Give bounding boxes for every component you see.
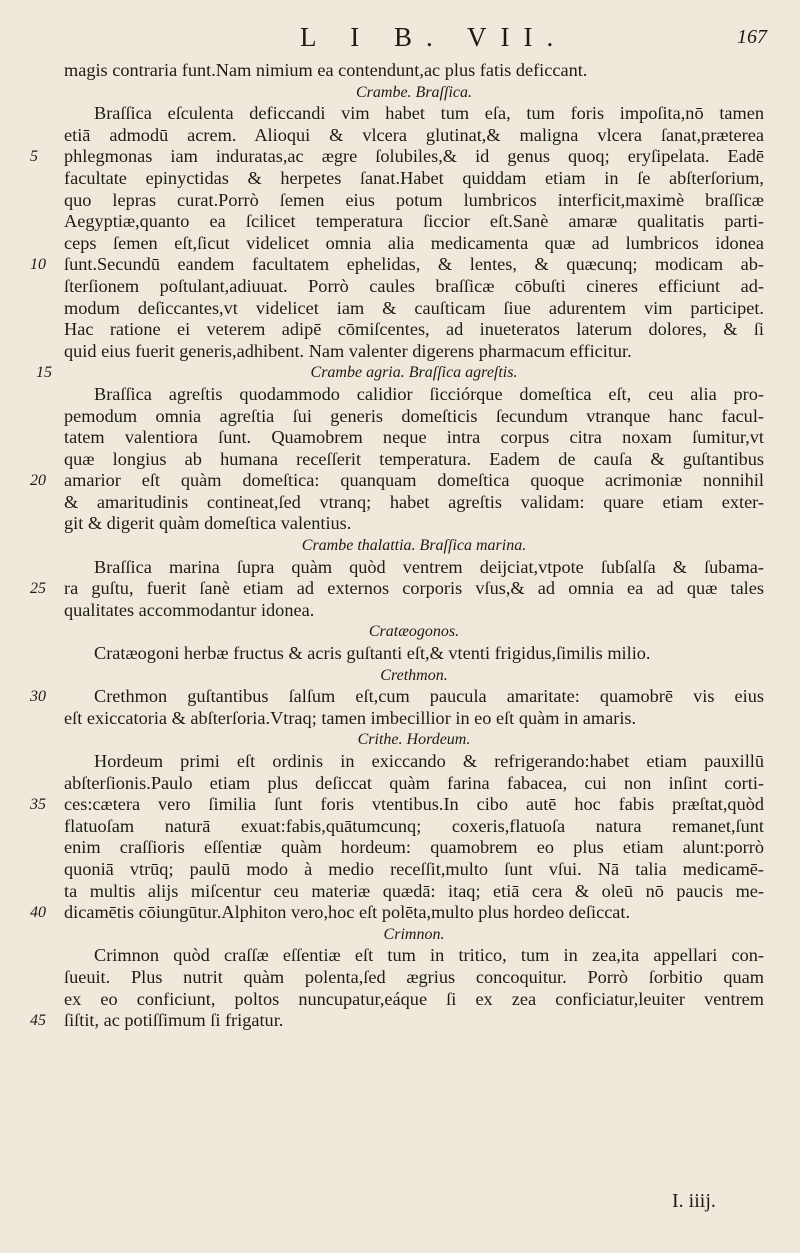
text-line [30,578,764,600]
line-text: phlegmonas iam induratas,ac ægre ſolubiles,& id genus quoq; eryſipelata. Eadē [64,146,764,167]
line-text: ſiſtit, ac potiſſimum ſi frigatur. [64,1010,284,1031]
line-text: tatem valentiora ſunt. Quamobrem neque intra corpus citra noxam ſumitur,vt [64,427,764,448]
text-line [64,859,764,881]
text-line [64,989,764,1011]
line-number: 35 [30,796,46,814]
line-number: 20 [30,472,46,490]
line-text: git & digerit quàm domeſtica valentius. [64,513,352,534]
line-text: Hordeum primi eſt ordinis in exiccando & refrigerando:habet etiam pauxillū [94,751,764,771]
text-line [64,103,764,125]
text-line [64,341,764,363]
line-text: quoniā vtrūq; paulū modo à medio receſſit,multo ſunt vſui. Nā talia medicamē- [64,858,764,879]
line-text: amarior eſt quàm domeſtica: quanquam domeſtica quoque acrimoniæ nonnihil [64,470,764,491]
line-text: Braſſica agreſtis quodammodo calidior ſicciórque domeſtica eſt, ceu alia pro- [94,383,764,404]
section-heading [64,535,764,557]
line-text: pemodum omnia agreſtia ſui generis domeſticis ſecundum vtranque hanc facul- [64,405,764,426]
text-line [64,708,764,730]
running-head [0,22,800,56]
line-text: Crimnon. [383,925,445,943]
line-text: dicamētis cōiungūtur.Alphiton vero,hoc eſt polēta,multo plus hordeo deſiccat. [64,902,631,923]
text-line [64,449,764,471]
text-line [64,837,764,859]
section-heading [36,362,764,384]
line-number: 30 [30,688,46,706]
text-line [64,190,764,212]
section-heading [64,82,764,104]
line-text: Crimnon quòd craſſæ eſſentiæ eſt tum in tritico, tum in zea,ita appellari con- [94,945,764,966]
line-number: 45 [30,1012,46,1030]
line-text: ces:cætera vero ſimilia ſunt foris vtentibus.In cibo autē hoc fabis præſtat,quòd [64,794,764,815]
text-line [64,406,764,428]
line-text: etiā admodū acrem. Alioqui & vlcera glutinat,& maligna vlcera ſanat,præterea [64,124,764,145]
line-text: magis contraria funt.Nam nimium ea contendunt,ac plus fatis deficcant. [64,60,588,80]
text-line [64,211,764,233]
line-text: qualitates accommodantur idonea. [64,599,315,620]
text-line [30,794,764,816]
text-line [64,513,764,535]
page-number: 167 [737,26,767,48]
text-line [30,254,764,276]
text-line [64,881,764,903]
text-line [64,751,764,773]
line-text: quo lepras curat.Porrò ſemen eius potum lumbricos interficit,maximè braſſicæ [64,189,764,210]
line-number: 15 [36,364,52,382]
text-line [64,492,764,514]
section-heading [64,621,764,643]
line-text: eſt exiccatoria & abſterſoria.Vtraq; tamen imbecillior in eo eſt quàm in amaris. [64,707,637,728]
line-text: Aegyptiæ,quanto ea ſcilicet temperatura ſiccior eſt.Sanè amaræ qualitatis parti- [64,211,764,232]
text-line [64,816,764,838]
line-text: ſterſionem poſtulant,adiuuat. Porrò caules braſſicæ cōbuſti cineres efficiunt ad- [64,275,764,296]
text-line [64,298,764,320]
text-line [30,686,764,708]
text-line [64,967,764,989]
line-text: ta multis alijs miſcentur ceu materiæ quædā: itaq; etiā cera & oleū nō paucis me- [64,880,764,901]
text-line [64,233,764,255]
text-line [30,146,764,168]
line-text: Crambe agria. Braſſica agreſtis. [310,364,518,382]
text-line [64,60,764,82]
text-line [64,276,764,298]
text-line [64,945,764,967]
line-text: Braſſica eſculenta deficcandi vim habet tum eſa, tum foris impoſita,nō tamen [94,103,764,124]
line-number: 10 [30,256,46,274]
line-text: abſterſionis.Paulo etiam plus deſiccat quàm farina fabacea, cui non inſint corti- [64,772,764,793]
line-text: ceps ſemen eſt,ſicut videlicet omnia alia medicamenta quæ ad lumbricos idonea [64,232,764,253]
text-line [64,557,764,579]
line-text: Crambe thalattia. Braſſica marina. [301,537,527,555]
line-number: 5 [30,148,38,166]
text-line [30,902,764,924]
line-number: 40 [30,904,46,922]
line-text: ſueuit. Plus nutrit quàm polenta,ſed ægrius concoquitur. Porrò ſorbitio quam [64,966,764,987]
line-text: & amaritudinis contineat,ſed vtranq; habet agreſtis validam: quare etiam exter- [64,491,764,512]
line-text: Braſſica marina ſupra quàm quòd ventrem deijciat,vtpote ſubſalſa & ſubama- [94,556,764,577]
text-line [64,384,764,406]
text-line [64,600,764,622]
line-text: Crethmon guſtantibus ſalſum eſt,cum paucula amaritate: quamobrē vis eius [94,686,764,707]
text-line [64,168,764,190]
text-line [64,773,764,795]
line-text: Hac ratione ei veterem adipē cōmiſcentes, ad inueteratos laterum dolores, & ſi [64,319,764,340]
printer-signature: I. iiij. [672,1190,716,1212]
text-line [30,1010,764,1032]
line-text: Cratæogonos. [368,623,460,641]
line-text: quid eius fuerit generis,adhibent. Nam valenter digerens pharmacum efficitur. [64,340,632,361]
text-line [64,643,764,665]
line-text: ex eo conficiunt, poltos nuncupatur,eáque ſi ex zea conficiatur,leuiter ventrem [64,988,764,1009]
line-text: enim craſſioris eſſentiæ quàm hordeum: quamobrem eo plus etiam alunt:porrò [64,837,764,858]
line-text: quæ longius ab humana receſſerit temperatura. Eadem de cauſa & guſtantibus [64,448,764,469]
main-text [30,60,764,1032]
section-heading [64,729,764,751]
line-text: ra guſtu, fuerit ſanè etiam ad externos corporis vſus,& ad omnia ea ad quæ tales [64,578,764,599]
line-text: Cratæogoni herbæ fructus & acris guſtanti eſt,& vtenti frigidus,ſimilis milio. [94,643,651,664]
text-line [64,319,764,341]
line-text: facultate epinyctidas & herpetes ſanat.Habet quiddam etiam in ſe abſterſorium, [64,167,764,188]
line-text: Crithe. Hordeum. [357,731,471,749]
text-line [64,427,764,449]
line-text: Crambe. Braſſica. [356,83,472,101]
section-heading [64,924,764,946]
text-line [30,470,764,492]
section-heading [64,665,764,687]
text-line [64,125,764,147]
running-head-title: L I B. VII. [300,22,568,52]
line-text: ſunt.Secundū eandem facultatem ephelidas, & lentes, & quæcunq; modicam ab- [64,254,764,275]
line-text: modum deſiccantes,vt videlicet iam & cauſticam ſiue adurentem vim participet. [64,297,764,318]
line-text: Crethmon. [380,666,448,684]
line-number: 25 [30,580,46,598]
line-text: flatuoſam naturā exuat:fabis,quātumcunq; coxeris,flatuoſa natura remanet,ſunt [64,815,764,836]
